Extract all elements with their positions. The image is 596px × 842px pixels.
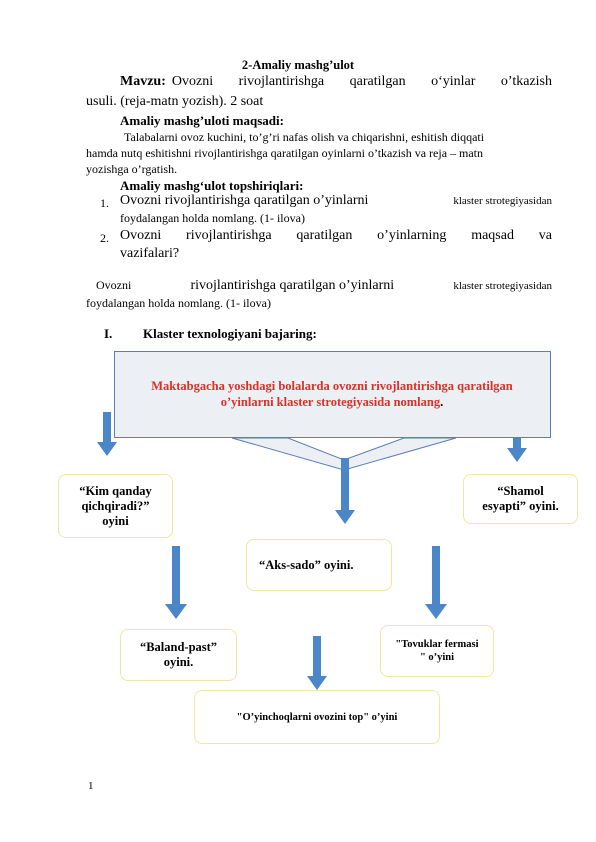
page-title: 2-Amaliy mashg’ulot [241, 58, 355, 72]
node-kim-qanday [58, 474, 173, 538]
paragraph-cont: foydalangan holda nomlang. (1- ilova) [86, 296, 271, 310]
maqsad-text: Talabalarni ovoz kuchini, to’g’ri nafas olish va chiqarishni, eshitish diqqati [124, 130, 485, 144]
mavzu-text-cont: usuli. (reja-matn yozish). 2 soat [86, 94, 264, 109]
node-label: “Kim qanday qichqiradi?” oyini [79, 483, 152, 528]
arrow-down-icon [165, 546, 187, 619]
maqsad-text: yozishga o’rgatish. [86, 162, 178, 176]
task-1-cont: foydalangan holda nomlang. (1- ilova) [120, 211, 305, 225]
node-baland-past [120, 629, 237, 681]
center-line-1: Maktabgacha yoshdagi bolalarda ovozni rivojlantirishga qaratilgan [151, 379, 513, 393]
mavzu-text: Ovozni rivojlantirishga qaratilgan o‘yinlar o’tkazish [171, 74, 552, 89]
paragraph-text-small: klaster strotegiyasidan [453, 280, 552, 292]
center-period: . [440, 395, 444, 409]
node-label: "O’yinchoqlarni ovozini top" o’yini [236, 711, 398, 723]
node-tovuklar [380, 625, 494, 677]
mavzu-label: Mavzu: [120, 74, 166, 89]
task-1-number: 1. [100, 196, 109, 210]
node-label: “Aks-sado” oyini. [259, 557, 354, 572]
node-aks-sado [246, 539, 392, 591]
section-number: I. [104, 326, 113, 341]
node-shamol [463, 474, 578, 524]
node-oyinchoqlar [194, 690, 440, 744]
node-label: “Baland-past” oyini. [139, 640, 218, 669]
arrow-down-icon [307, 636, 327, 690]
section-title: Klaster texnologiyani bajaring: [143, 326, 317, 341]
task-2-cont: vazifalari? [120, 246, 180, 261]
task-1-text-small: klaster strotegiyasidan [453, 195, 552, 207]
cluster-center-text [122, 378, 542, 410]
node-label: "Tovuklar fermasi " o’yini [395, 639, 479, 663]
maqsad-text: hamda nutq eshitishni rivojlantirishga qaratilgan oyinlarni o’tkazish va reja – matn [86, 146, 484, 160]
arrow-down-icon [425, 546, 447, 619]
node-label: “Shamol esyapti” oyini. [482, 484, 559, 513]
task-1-text: Ovozni rivojlantirishga qaratilgan o’yinlarni [120, 193, 369, 208]
task-2-text: Ovozni rivojlantirishga qaratilgan o’yinlarning maqsad va [120, 228, 552, 243]
task-2-number: 2. [100, 231, 109, 245]
maqsad-heading: Amaliy mashg’uloti maqsadi: [120, 113, 284, 128]
paragraph-text: rivojlantirishga qaratilgan o’yinlarni [190, 278, 395, 293]
page-number: 1 [88, 780, 94, 792]
paragraph-text-small: Ovozni [96, 278, 132, 292]
topshiriq-heading: Amaliy mashg‘ulot topshiriqlari: [120, 178, 304, 193]
center-line-2: o’yinlarni klaster strotegiyasida nomlang [220, 395, 441, 409]
